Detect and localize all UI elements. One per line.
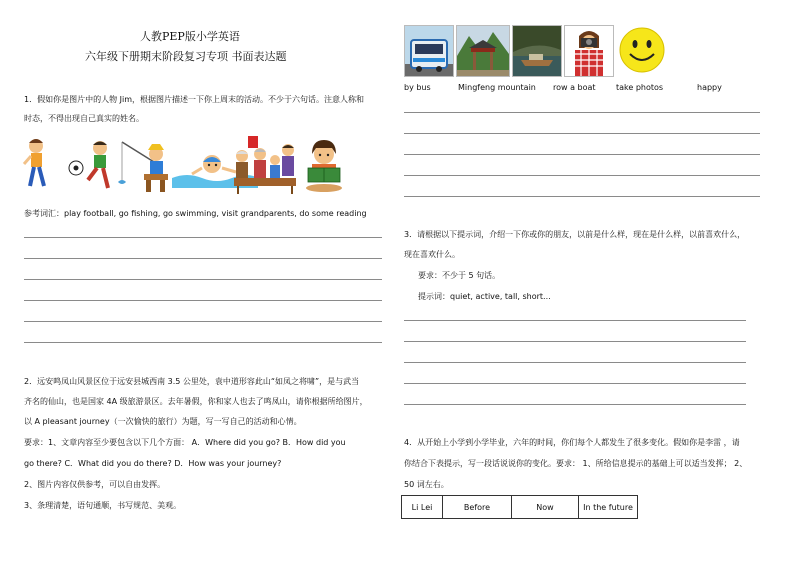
football-icon: [69, 161, 83, 175]
caption-happy: happy: [697, 83, 722, 92]
q2-requirement-2: 2、图片内容仅供参考，可以自由发挥。: [24, 480, 166, 489]
writing-line: [404, 383, 746, 384]
q3-hint-words: 提示词：quiet, active, tall, short...: [418, 292, 551, 301]
q1-prompt-line2: 时态，不得出现自己真实的姓名。: [24, 114, 144, 123]
writing-line: [24, 321, 382, 322]
grandparents-family-icon: [234, 136, 296, 194]
q4-change-table: [401, 495, 638, 519]
q2-requirement-3: 3、条理清楚，语句通顺，书写规范、美观。: [24, 501, 182, 510]
writing-line: [404, 112, 760, 113]
writing-line: [24, 237, 382, 238]
q2-requirement-1: 要求：1、文章内容至少要包含以下几个方面： A．Where did you go? B．How did you: [24, 438, 346, 447]
writing-line: [404, 154, 760, 155]
writing-line: [24, 342, 382, 343]
writing-line: [404, 196, 760, 197]
table-cell-now: Now: [512, 496, 579, 519]
writing-line: [404, 320, 746, 321]
q3-requirement: 要求：不少于 5 句话。: [418, 271, 501, 280]
caption-mountain: Mingfeng mountain: [458, 83, 536, 92]
page-title: 人教PEP版小学英语: [140, 30, 240, 43]
photographer-photo: [564, 25, 614, 77]
bus-photo: [404, 25, 454, 77]
table-cell-future: In the future: [579, 496, 638, 519]
writing-line: [404, 133, 760, 134]
writing-line: [24, 279, 382, 280]
table-cell-name: Li Lei: [402, 496, 443, 519]
writing-line: [404, 341, 746, 342]
writing-line: [404, 404, 746, 405]
mountain-gate-photo: [456, 25, 510, 77]
q3-prompt-line1: 3．请根据以下提示词，介绍一下你或你的朋友，以前是什么样，现在是什么样，以前喜欢什么，: [404, 230, 746, 239]
football-player-icon: [24, 139, 44, 186]
q4-prompt-line2: 你结合下表提示，写一段话说说你的变化。要求： 1、所给信息提示的基础上可以适当发挥； 2、: [404, 459, 748, 468]
q1-reference-words: 参考词汇：play football, go fishing, go swimming, visit grandparents, do some reading: [24, 209, 367, 218]
q2-prompt-line2: 齐名的仙山，也是国家 4A 级旅游景区。去年暑假，你和家人也去了鸣凤山，请你根据所给图片，: [24, 397, 368, 406]
activity-illustrations: [22, 134, 352, 196]
q3-prompt-line2: 现在喜欢什么。: [404, 250, 460, 259]
caption-photos: take photos: [616, 83, 664, 92]
happy-smiley-icon: [618, 26, 666, 74]
writing-line: [24, 258, 382, 259]
q1-prompt-line1: 1．假如你是图片中的人物 Jim，根据图片描述一下你上周末的活动。不少于六句话。注意人称和: [24, 95, 365, 104]
kicking-boy-icon: [88, 141, 108, 188]
q4-prompt-line3: 50 词左右。: [404, 480, 449, 489]
boat-photo: [512, 25, 562, 77]
q2-requirement-1-cont: go there? C．What did you do there? D．How was your journey?: [24, 459, 282, 468]
caption-bus: by bus: [404, 83, 431, 92]
writing-line: [24, 300, 382, 301]
fishing-boy-icon: [118, 142, 168, 192]
reading-girl-icon: [306, 140, 342, 192]
q4-prompt-line1: 4．从开始上小学到小学毕业，六年的时间，你们每个人都发生了很多变化。假如你是李雷 ，请: [404, 438, 740, 447]
caption-boat: row a boat: [553, 83, 596, 92]
page-subtitle: 六年级下册期末阶段复习专项 书面表达题: [85, 50, 287, 63]
q2-prompt-line3: 以 A pleasant journey（一次愉快的旅行）为题，写一写自己的活动和心情。: [24, 417, 302, 426]
table-cell-before: Before: [443, 496, 512, 519]
writing-line: [404, 362, 746, 363]
writing-line: [404, 175, 760, 176]
q2-prompt-line1: 2．远安鸣凤山风景区位于远安县城西南 3.5 公里处，袁中道形容此山“如凤之将啸”，是与武当: [24, 377, 360, 386]
